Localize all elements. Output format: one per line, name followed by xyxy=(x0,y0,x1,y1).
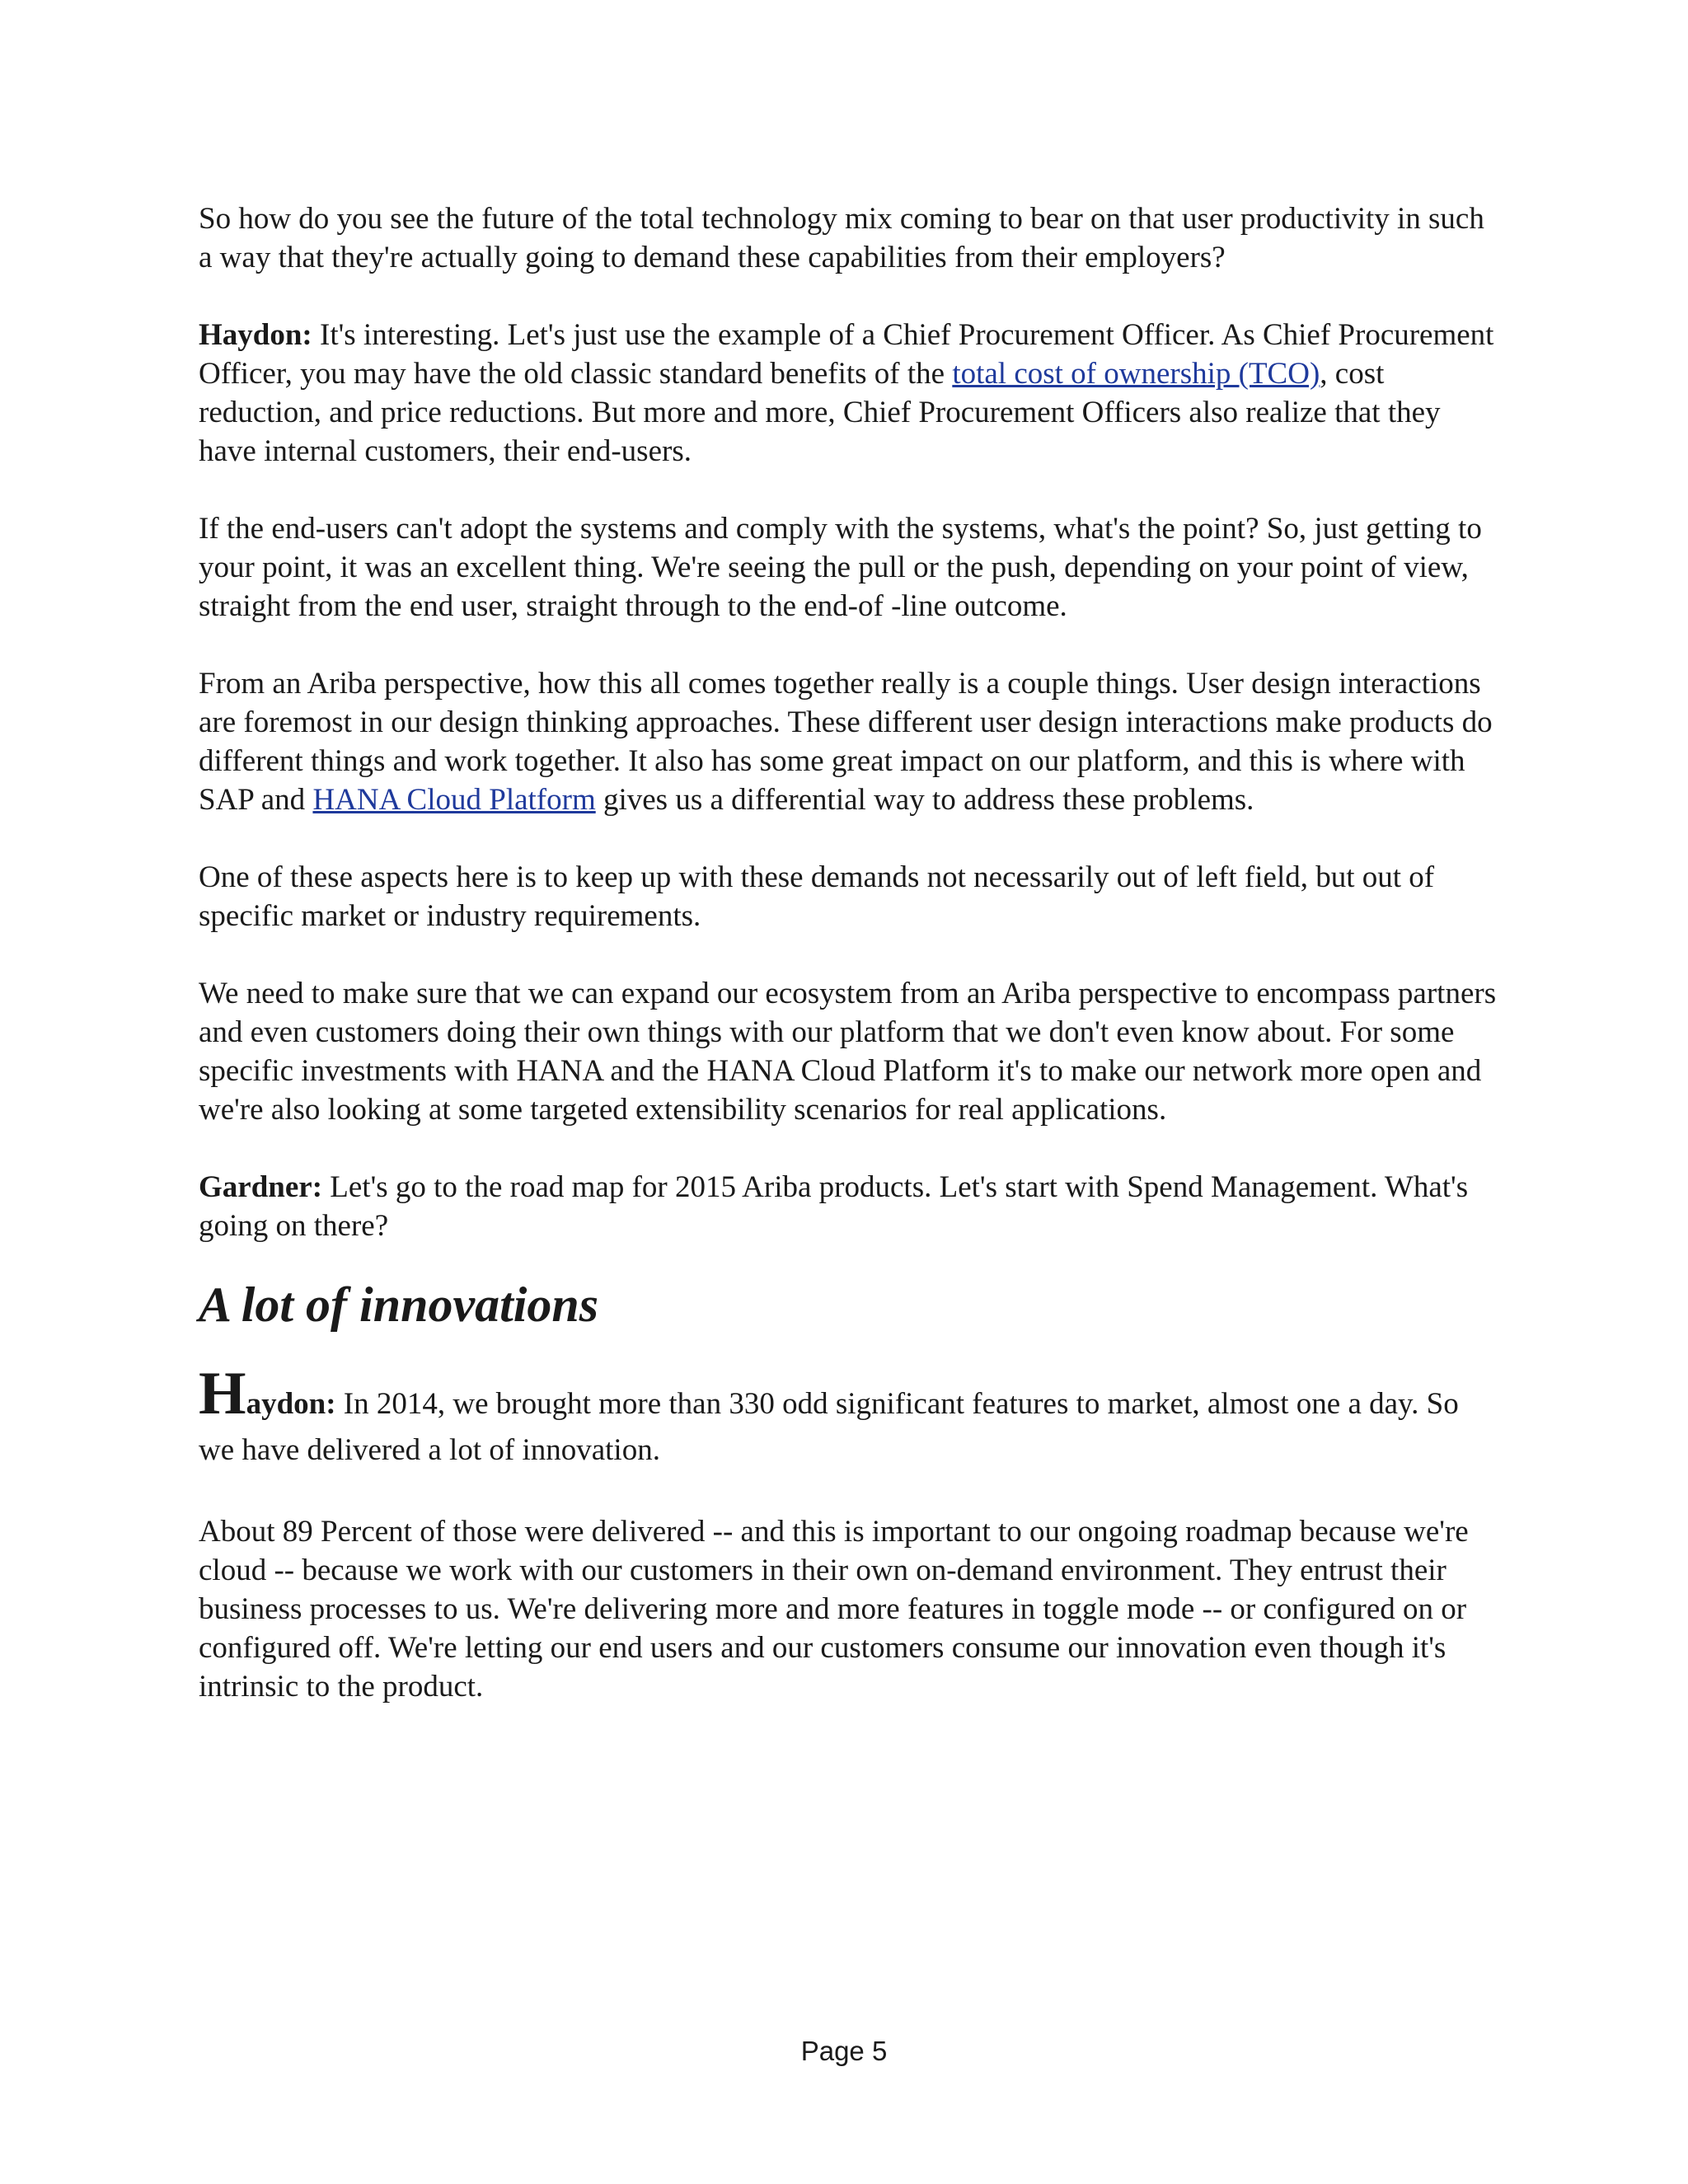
section-heading: A lot of innovations xyxy=(199,1277,599,1332)
paragraph-delivery: About 89 Percent of those were delivered -- and this is important to our ongoing roadmap because we're cloud -- because we work with our customers in their own on-demand environment. They entrust their business processes to us. We're delivering more and more features in toggle mode -- or configured on or configured off. We're letting our end users and our customers consume our innovation even though it's intrinsic to the product. xyxy=(199,1515,1469,1704)
paragraph-end-users: If the end-users can't adopt the systems and comply with the systems, what's the point? So, just getting to your point, it was an excellent thing. We're seeing the pull or the push, depending on your point of view, straight from the end user, straight through to the end-of -line outcome. xyxy=(199,512,1482,623)
paragraph-demands: One of these aspects here is to keep up with these demands not necessarily out of left field, but out of specific market or industry requirements. xyxy=(199,860,1435,933)
speaker-label xyxy=(199,1360,336,1427)
paragraph-text: , cost reduction, and price reductions. But more and more, Chief Procurement Officers also realize that they have internal customers, their end-users. xyxy=(199,357,1441,468)
speaker-label-rest: aydon: xyxy=(246,1387,336,1421)
speaker-label: Gardner: xyxy=(199,1170,323,1204)
drop-cap: H xyxy=(199,1360,246,1427)
paragraph-ecosystem: We need to make sure that we can expand our ecosystem from an Ariba perspective to encompass partners and even customers doing their own things with our platform that we don't even know about. For some specific investments with HANA and the HANA Cloud Platform it's to make our network more open and we're also looking at some targeted extensibility scenarios for real applications. xyxy=(199,977,1497,1127)
paragraph-text: From an Ariba perspective, how this all comes together really is a couple things. User design interactions are foremost in our design thinking approaches. These different user design interactions make products do different things and work together. It also has some great impact on our platform, and this is where with SAP and xyxy=(199,667,1493,817)
paragraph-question: So how do you see the future of the total technology mix coming to bear on that user productivity in such a way that they're actually going to demand these capabilities from their employers? xyxy=(199,202,1484,274)
paragraph-text: It's interesting. Let's just use the example of a Chief Procurement Officer. As Chief Procurement Officer, you may have the old classic standard benefits of the xyxy=(199,318,1494,391)
paragraph-haydon-innovation xyxy=(199,1360,1501,1474)
paragraph-text: In 2014, we brought more than 330 odd significant features to market, almost one a day. So we have delivered a lot of innovation. xyxy=(199,1387,1459,1467)
page-number: Page 5 xyxy=(800,2036,888,2066)
paragraph-text: Let's go to the road map for 2015 Ariba products. Let's start with Spend Management. What's going on there? xyxy=(199,1170,1469,1243)
paragraph-haydon-procurement xyxy=(199,316,1501,471)
paragraph-ariba-perspective xyxy=(199,664,1501,819)
paragraph-text: gives us a differential way to address these problems. xyxy=(595,783,1254,817)
speaker-label: Haydon: xyxy=(199,318,312,352)
hana-cloud-platform-link[interactable]: HANA Cloud Platform xyxy=(312,783,596,817)
paragraph-gardner-roadmap xyxy=(199,1168,1501,1245)
tco-link[interactable]: total cost of ownership (TCO) xyxy=(952,357,1320,391)
document-body xyxy=(199,199,1501,1706)
